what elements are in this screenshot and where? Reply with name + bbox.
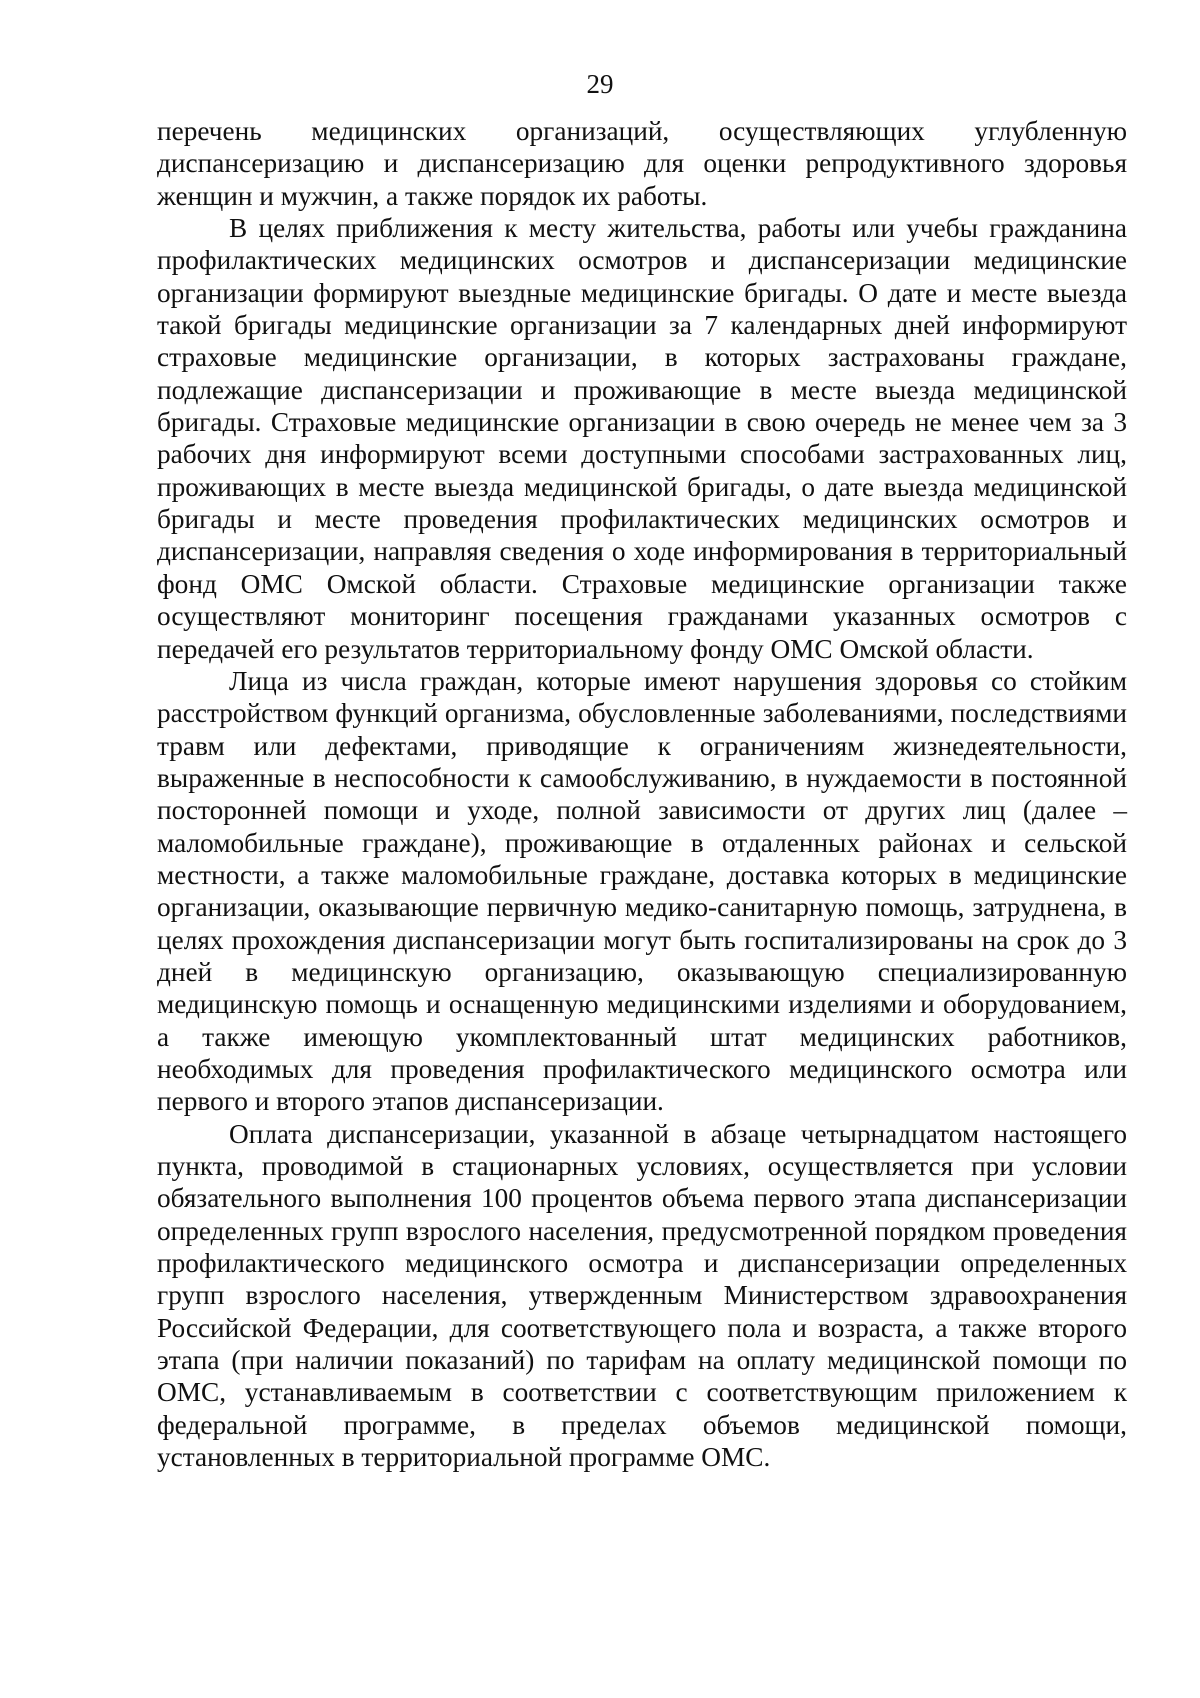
page-number: 29	[586, 69, 614, 99]
paragraph-continuation: перечень медицинских организаций, осуществляющих углубленную диспансеризацию и диспансеризацию для оценки репродуктивного здоровья женщин и мужчин, а также порядок их работы.	[157, 116, 1127, 211]
paragraph-mobile-brigades: В целях приближения к месту жительства, работы или учебы гражданина профилактических медицинских осмотров и диспансеризации медицинские организации формируют выездные медицинские бригады. О дате и месте выезда такой бригады медицинские организации за 7 календарных дней информируют страховые медицинские организации, в которых застрахованы граждане, подлежащие диспансеризации и проживающие в месте выезда медицинской бригады. Страховые медицинские организации в свою очередь не менее чем за 3 рабочих дня информируют всеми доступными способами застрахованных лиц, проживающих в месте выезда медицинской бригады, о дате выезда медицинской бригады и месте проведения профилактических медицинских осмотров и диспансеризации, направляя сведения о ходе информирования в территориальный фонд ОМС Омской области. Страховые медицинские организации также осуществляют мониторинг посещения гражданами указанных осмотров с передачей его результатов территориальному фонду ОМС Омской области.	[157, 213, 1127, 664]
paragraph-low-mobility-citizens: Лица из числа граждан, которые имеют нарушения здоровья со стойким расстройством функций организма, обусловленные заболеваниями, последствиями травм или дефектами, приводящие к ограничениям жизнедеятельности, выраженные в неспособности к самообслуживанию, в нуждаемости в постоянной посторонней помощи и уходе, полной зависимости от других лиц (далее – маломобильные граждане), проживающие в отдаленных районах и сельской местности, а также маломобильные граждане, доставка которых в медицинские организации, оказывающие первичную медико-санитарную помощь, затруднена, в целях прохождения диспансеризации могут быть госпитализированы на срок до 3 дней в медицинскую организацию, оказывающую специализированную медицинскую помощь и оснащенную медицинскими изделиями и оборудованием, а также имеющую укомплектованный штат медицинских работников, необходимых для проведения профилактического медицинского осмотра или первого и второго этапов диспансеризации.	[157, 665, 1127, 1117]
document-body	[157, 115, 1127, 1473]
paragraph-payment-conditions: Оплата диспансеризации, указанной в абзаце четырнадцатом настоящего пункта, проводимой в стационарных условиях, осуществляется при условии обязательного выполнения 100 процентов объема первого этапа диспансеризации определенных групп взрослого населения, предусмотренной порядком проведения профилактического медицинского осмотра и диспансеризации определенных групп взрослого населения, утвержденным Министерством здравоохранения Российской Федерации, для соответствующего пола и возраста, а также второго этапа (при наличии показаний) по тарифам на оплату медицинской помощи по ОМС, устанавливаемым в соответствии с соответствующим приложением к федеральной программе, в пределах объемов медицинской помощи, установленных в территориальной программе ОМС.	[157, 1118, 1127, 1473]
